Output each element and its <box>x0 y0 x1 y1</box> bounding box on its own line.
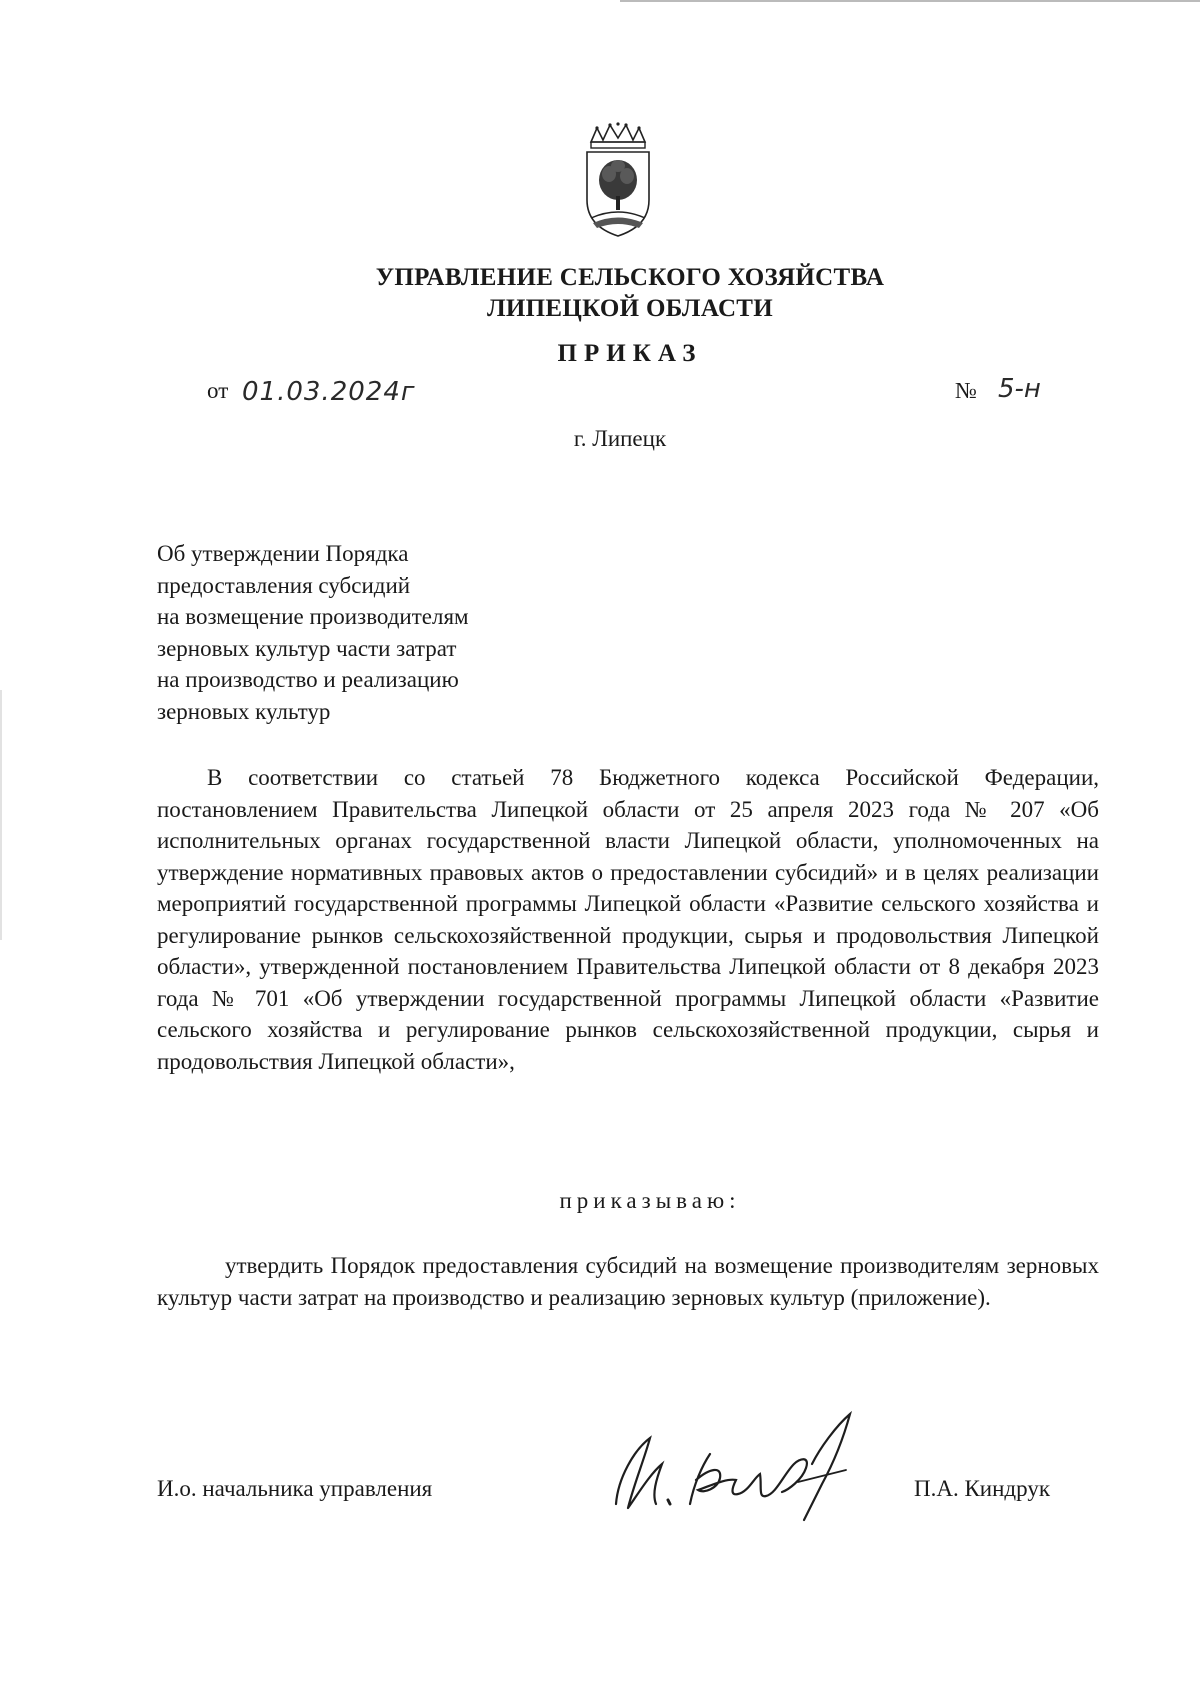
date-value: 01.03.2024г <box>242 377 416 407</box>
signature-icon <box>598 1408 860 1538</box>
order-word: приказываю: <box>559 1188 741 1213</box>
number-value: 5-н <box>998 374 1041 404</box>
resolution <box>157 1250 1099 1313</box>
subject-line: предоставления субсидий <box>157 572 411 598</box>
subject-line: на производство и реализацию <box>157 667 459 692</box>
subject-line: Об утверждении Порядка <box>157 541 409 566</box>
org-title-line1: УПРАВЛЕНИЕ СЕЛЬСКОГО ХОЗЯЙСТВА <box>375 264 885 291</box>
subject-line: зерновых культур <box>157 698 331 724</box>
signatory-name: П.А. Киндрук <box>914 1476 1051 1501</box>
subject-block <box>157 538 577 727</box>
city: г. Липецк <box>573 426 667 451</box>
number-label: № <box>955 378 977 403</box>
subject-line: на возмещение производителям <box>157 604 469 629</box>
scan-artifact-edge <box>0 690 2 940</box>
resolution-paragraph: утвердить Порядок предоставления субсидий на возмещение производителям зерновых культур части затрат на производство и реализацию зерновых культур (приложение). <box>157 1253 1099 1310</box>
preamble-paragraph: В соответствии со статьей 78 Бюджетного кодекса Российской Федерации, постановлением Правительства Липецкой области от 25 апреля 2023 года № 207 «Об исполнительных органах государственной власти Липецкой области, уполномоченных на утверждение нормативных правовых актов о предоставлении субсидий» и в целях реализации мероприятий государственной программы Липецкой области «Развитие сельского хозяйства и регулирование рынков сельскохозяйственной продукции, сырья и продовольствия Липецкой области», утвержденной постановлением Правительства Липецкой области от 8 декабря 2023 года № 701 «Об утверждении государственной программы Липецкой области «Развитие сельского хозяйства и регулирование рынков сельскохозяйственной продукции, сырья и продовольствия Липецкой области», <box>157 765 1099 1074</box>
org-title-line2: ЛИПЕЦКОЙ ОБЛАСТИ <box>486 295 774 322</box>
signatory-position: И.о. начальника управления <box>157 1476 433 1501</box>
document-type: ПРИКАЗ <box>557 340 703 367</box>
scan-artifact-line <box>620 0 1200 2</box>
preamble <box>157 762 1099 1077</box>
coat-of-arms-icon <box>583 122 653 240</box>
subject-line: зерновых культур части затрат <box>157 635 457 661</box>
date-label: от <box>207 378 229 403</box>
